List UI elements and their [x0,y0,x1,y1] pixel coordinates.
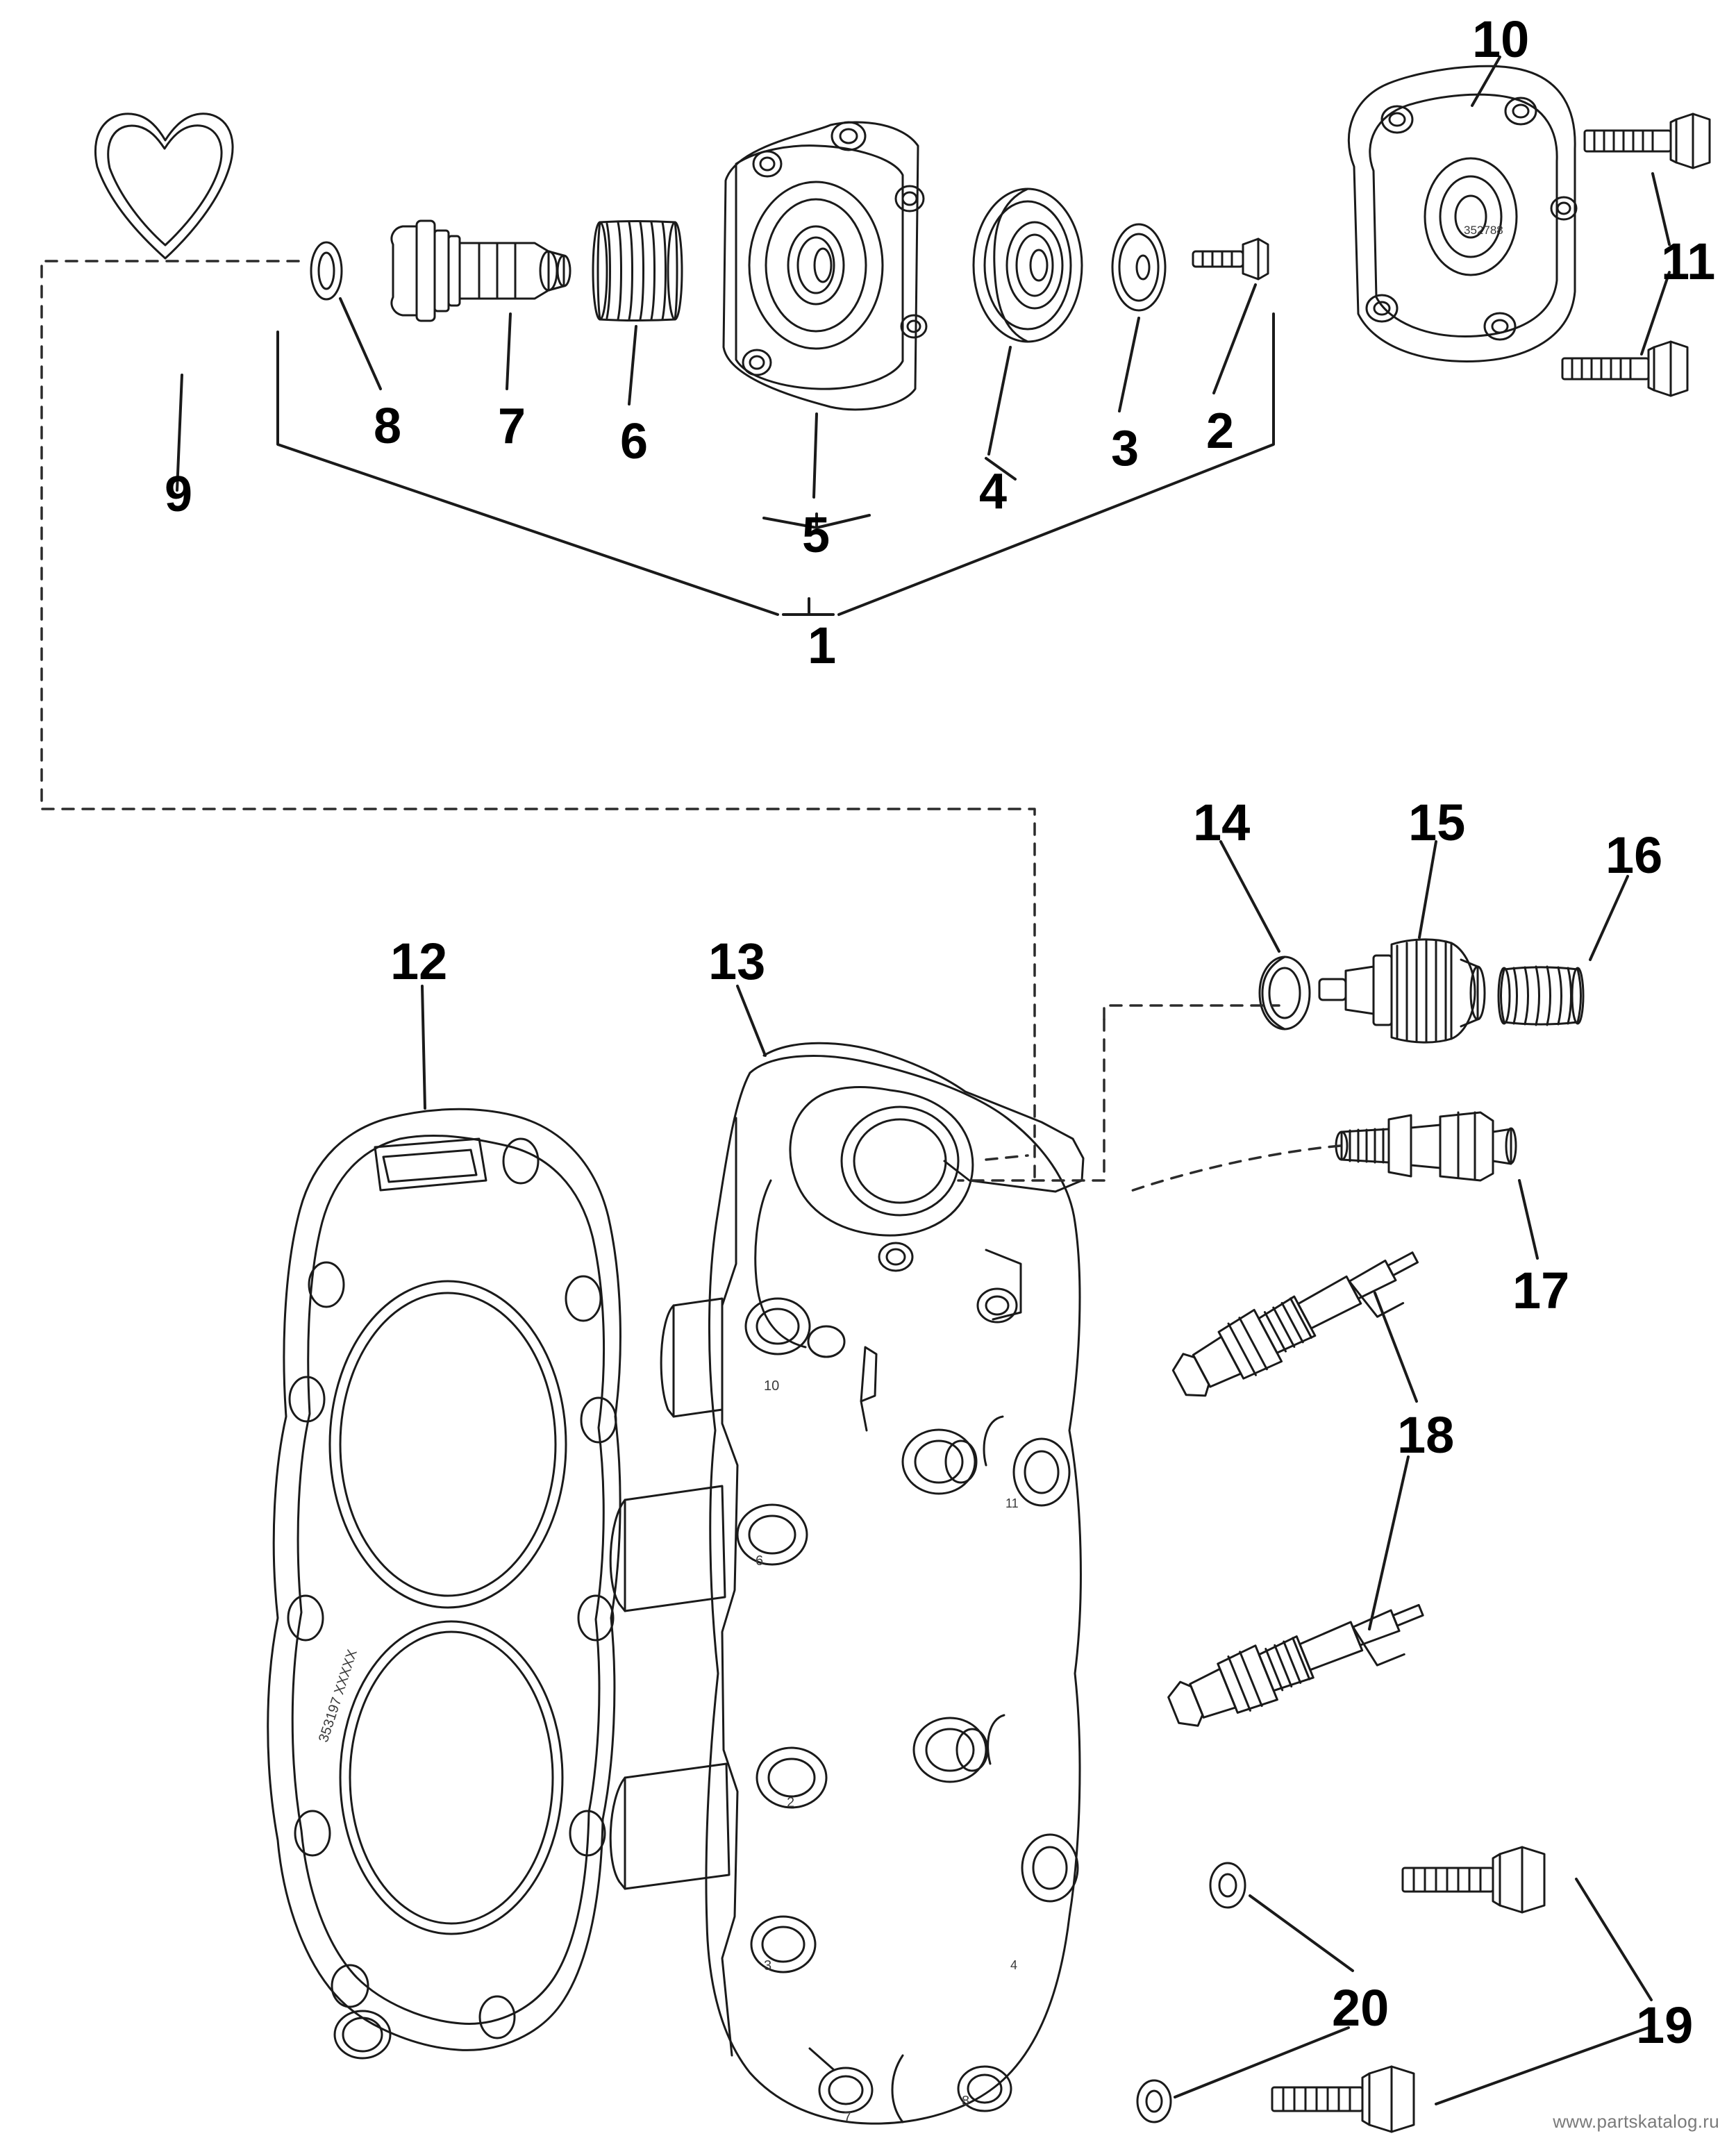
part-mark-head-8: 8 [962,2094,970,2109]
part-8-seal [311,242,342,299]
part-17-sensor [1336,1112,1516,1180]
callout-14: 14 [1193,794,1251,851]
callout-7: 7 [498,399,526,454]
part-2-screw [1193,239,1268,279]
callout-19: 19 [1636,1996,1694,2054]
callout-10: 10 [1472,10,1530,68]
callout-4: 4 [979,464,1008,519]
part-6-spring [593,222,682,321]
part-9-gasket [95,114,233,258]
callout-20: 20 [1332,1979,1389,2037]
callout-9: 9 [165,467,193,522]
callout-15: 15 [1408,794,1466,851]
part-5-housing [724,122,926,410]
part-mark-head-11: 11 [1005,1496,1019,1510]
part-16-spring [1499,967,1583,1025]
callout-1: 1 [808,617,837,674]
part-mark-cover-number: 352788 [1464,224,1503,237]
part-mark-gasket-number: 353197 XXXXX [316,1647,360,1744]
callout-17: 17 [1512,1262,1570,1319]
part-20-washers [1137,1863,1245,2122]
part-mark-head-3: 3 [764,1958,772,1973]
part-15-thermostat [1319,940,1485,1042]
watermark: www.partskatalog.ru [1553,2111,1719,2132]
part-mark-head-10: 10 [764,1378,780,1394]
part-mark-head-7: 7 [844,2110,852,2125]
callout-13: 13 [708,933,766,990]
callout-5: 5 [802,508,831,563]
part-4-diaphragm [974,189,1082,342]
part-18-spark-plugs [1162,1232,1434,1742]
dashed-reference-lines [42,261,1340,1193]
part-7-valve [392,221,570,321]
callout-16: 16 [1605,826,1663,884]
part-mark-head-2: 2 [787,1795,795,1810]
callout-3: 3 [1111,421,1140,476]
callout-18: 18 [1397,1406,1455,1464]
callout-8: 8 [374,399,402,454]
part-19-bolts [1272,1847,1544,2132]
part-10-cover [1349,66,1576,361]
callout-2: 2 [1206,403,1235,459]
part-14-seal [1260,957,1310,1029]
part-3-washer [1112,224,1165,310]
callout-6: 6 [620,414,649,469]
callout-12: 12 [390,933,448,990]
leader-lines [177,57,1669,2104]
part-12-head-gasket [268,1109,621,2058]
callout-11: 11 [1661,233,1716,290]
part-mark-head-6: 6 [756,1553,764,1569]
part-mark-head-4: 4 [1010,1958,1018,1972]
